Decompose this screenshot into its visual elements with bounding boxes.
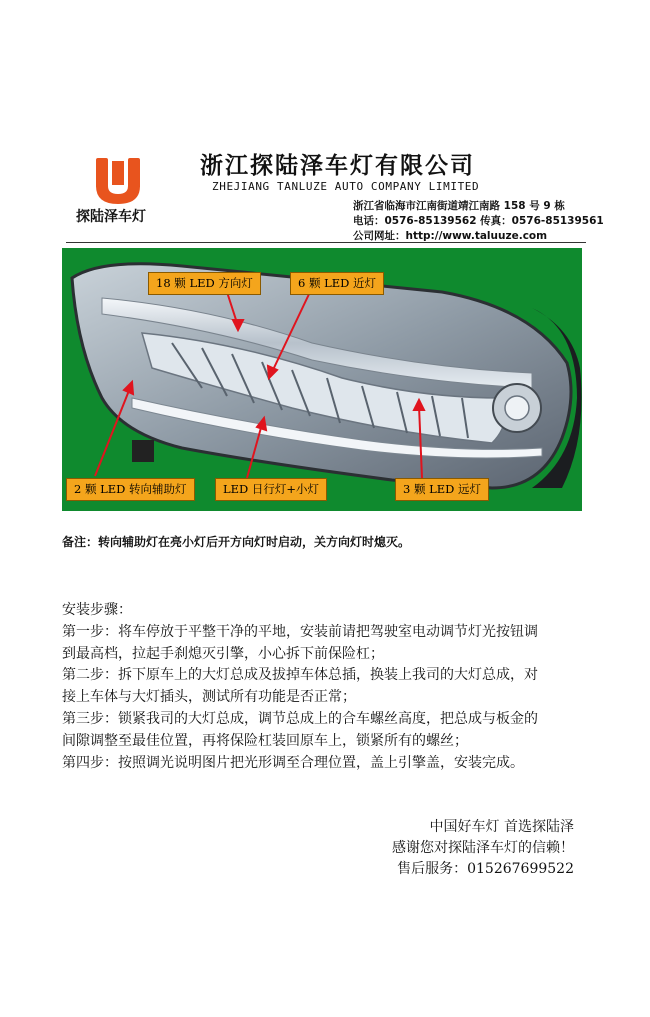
company-website[interactable]: 公司网址：http://www.taluuze.com — [353, 230, 548, 242]
install-steps — [62, 600, 592, 774]
callout-drl: LED 日行灯+小灯 — [215, 478, 327, 501]
install-line: 间隙调整至最佳位置，再将保险杠装回原车上，锁紧所有的螺丝； — [62, 732, 468, 749]
logo-text: 探陆泽车灯 — [76, 209, 146, 225]
callout-turn-led: 18 颗 LED 方向灯 — [148, 272, 261, 295]
note-text: 备注：转向辅助灯在亮小灯后开方向灯时启动，关方向灯时熄灭。 — [62, 535, 411, 549]
company-phone-fax: 电话：0576-85139562 传真：0576-85139561 — [353, 215, 604, 227]
callout-low-beam: 6 颗 LED 近灯 — [290, 272, 384, 295]
company-address: 浙江省临海市江南街道靖江南路 158 号 9 栋 — [353, 200, 565, 212]
install-line: 接上车体与大灯插头，测试所有功能是否正常； — [62, 689, 356, 706]
closing-slogan: 中国好车灯 首选探陆泽 — [429, 819, 574, 835]
install-line: 第二步：拆下原车上的大灯总成及拔掉车体总插，换装上我司的大灯总成，对 — [62, 667, 538, 684]
company-name-cn: 浙江探陆泽车灯有限公司 — [200, 152, 475, 179]
install-line: 第三步：锁紧我司的大灯总成，调节总成上的合车螺丝高度，把总成与板金的 — [62, 710, 538, 727]
connector-plug-icon — [132, 440, 154, 462]
company-logo-icon — [96, 158, 140, 204]
callout-aux-turn: 2 颗 LED 转向辅助灯 — [66, 478, 195, 501]
closing-thanks: 感谢您对探陆泽车灯的信赖！ — [392, 840, 574, 856]
install-line: 第四步：按照调光说明图片把光形调至合理位置，盖上引擎盖，安装完成。 — [62, 754, 524, 771]
callout-high-beam: 3 颗 LED 远灯 — [395, 478, 489, 501]
company-name-en: ZHEJIANG TANLUZE AUTO COMPANY LIMITED — [212, 180, 480, 193]
headlight-photo — [62, 248, 582, 511]
install-title: 安装步骤： — [62, 602, 132, 618]
install-line: 到最高档，拉起手刹熄灭引擎，小心拆下前保险杠； — [62, 645, 384, 662]
install-line: 第一步：将车停放于平整干净的平地，安装前请把驾驶室电动调节灯光按钮调 — [62, 623, 538, 640]
after-sales-phone: 售后服务：015267699522 — [397, 861, 574, 877]
header-divider — [66, 242, 586, 243]
closing-block — [392, 817, 574, 880]
